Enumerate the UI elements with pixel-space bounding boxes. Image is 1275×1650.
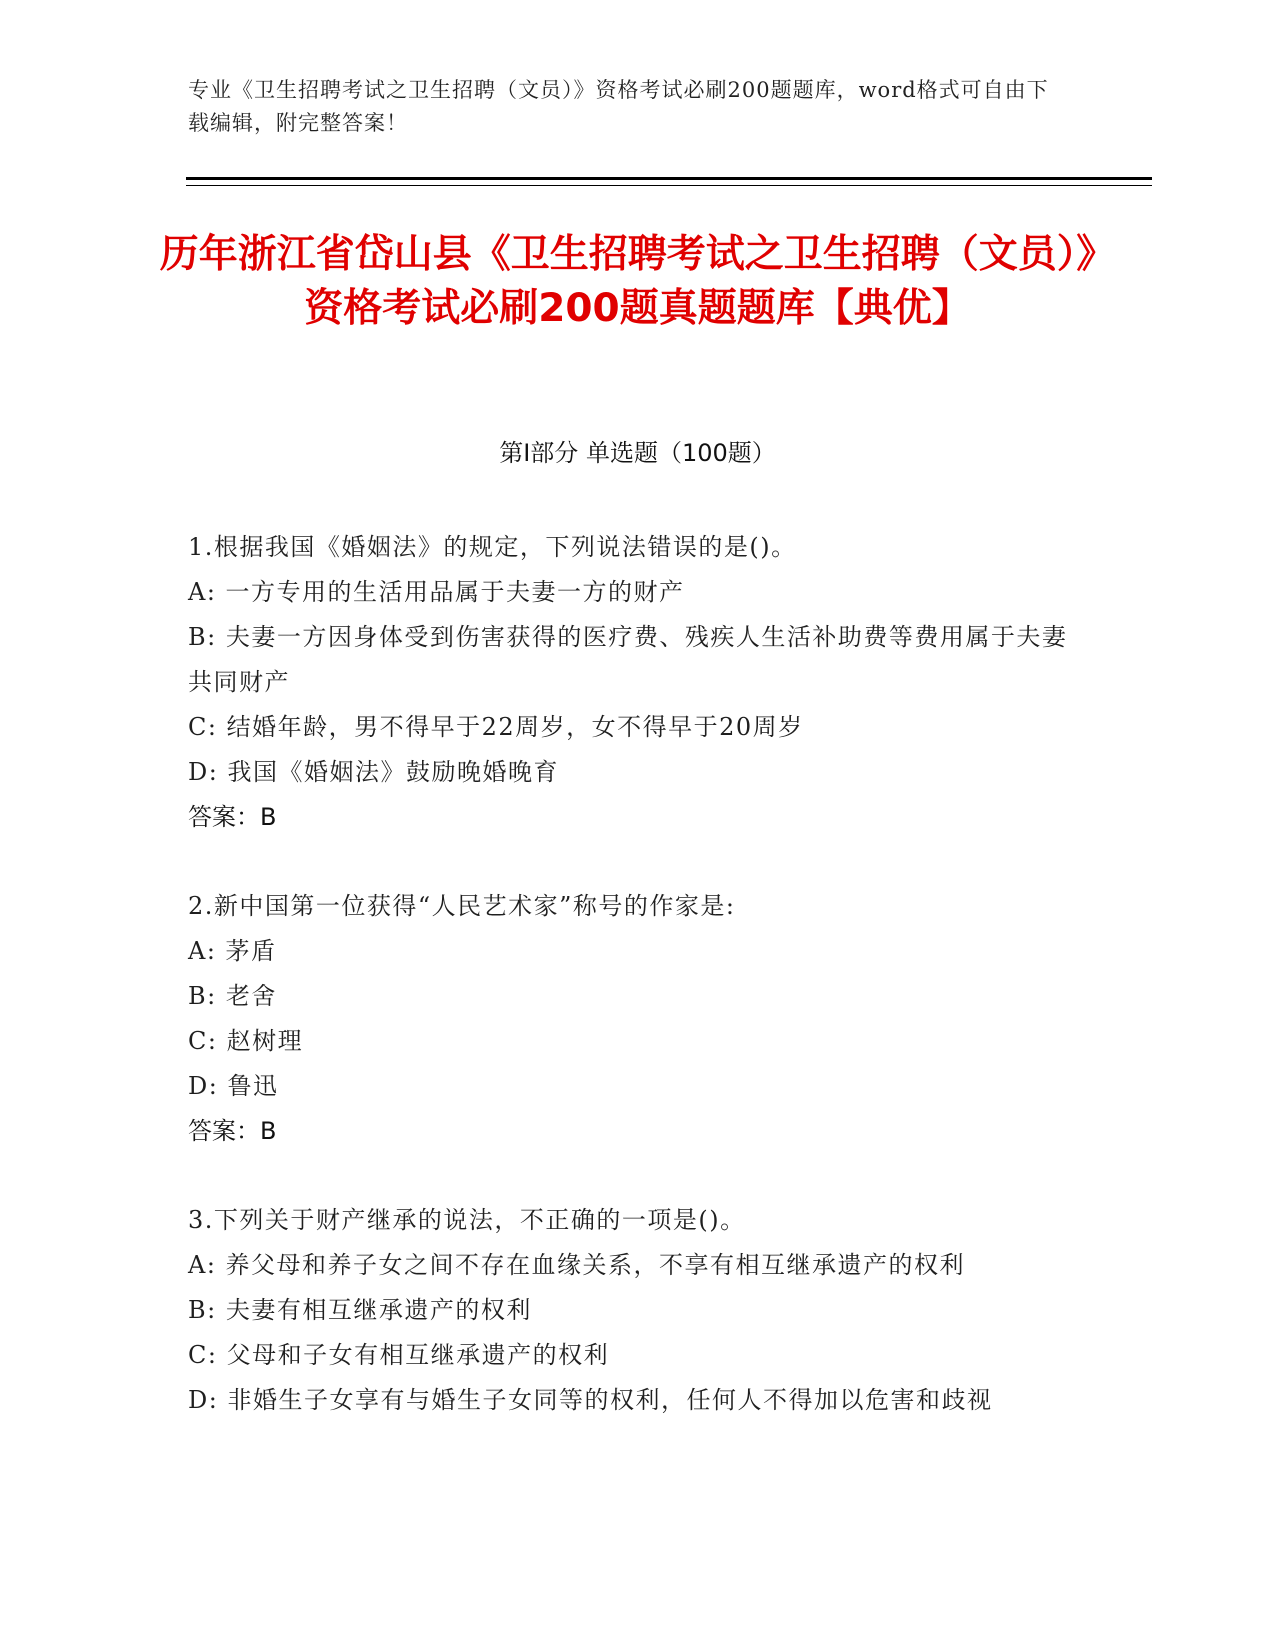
question-stem: 1.根据我国《婚姻法》的规定，下列说法错误的是()。 — [188, 533, 797, 561]
answer-line: 答案：B — [188, 803, 277, 831]
header-note: 专业《卫生招聘考试之卫生招聘（文员）》资格考试必刷200题题库，word格式可自由下载编辑，附完整答案！ — [188, 78, 1049, 135]
option-b: B: 夫妻有相互继承遗产的权利 — [188, 1296, 532, 1324]
question-stem: 3.下列关于财产继承的说法，不正确的一项是()。 — [188, 1206, 746, 1234]
question-list — [188, 525, 1078, 1467]
question-stem: 2.新中国第一位获得“人民艺术家”称号的作家是: — [188, 892, 736, 920]
question-3 — [188, 1198, 1078, 1423]
header-divider-thick — [186, 177, 1152, 180]
document-title: 历年浙江省岱山县《卫生招聘考试之卫生招聘（文员）》资格考试必刷200题真题题库【典优】 — [159, 232, 1116, 331]
option-a: A: 一方专用的生活用品属于夫妻一方的财产 — [188, 578, 685, 606]
option-c: C: 父母和子女有相互继承遗产的权利 — [188, 1341, 610, 1369]
question-1 — [188, 525, 1078, 840]
option-d: D: 我国《婚姻法》鼓励晚婚晚育 — [188, 758, 559, 786]
header-divider-thin — [186, 185, 1152, 186]
question-2 — [188, 884, 1078, 1154]
section-heading: 第I部分 单选题（100题） — [499, 439, 776, 467]
option-d: D: 鲁迅 — [188, 1072, 279, 1100]
option-b: B: 老舍 — [188, 982, 277, 1010]
option-b: B: 夫妻一方因身体受到伤害获得的医疗费、残疾人生活补助费等费用属于夫妻共同财产 — [188, 623, 1068, 696]
option-c: C: 结婚年龄，男不得早于22周岁，女不得早于20周岁 — [188, 713, 804, 741]
option-d: D: 非婚生子女享有与婚生子女同等的权利，任何人不得加以危害和歧视 — [188, 1386, 993, 1414]
option-a: A: 茅盾 — [188, 937, 277, 965]
option-c: C: 赵树理 — [188, 1027, 304, 1055]
option-a: A: 养父母和养子女之间不存在血缘关系，不享有相互继承遗产的权利 — [188, 1251, 966, 1279]
answer-line: 答案：B — [188, 1117, 277, 1145]
